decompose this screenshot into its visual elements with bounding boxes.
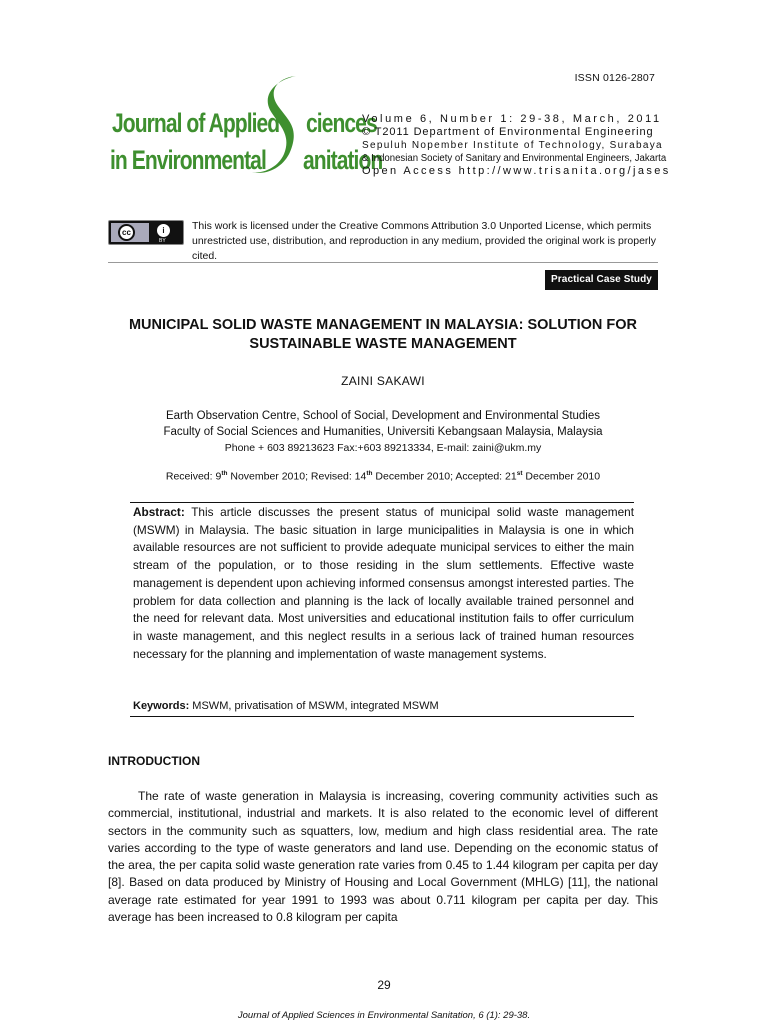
by-icon: i xyxy=(155,222,172,239)
logo-text-line2: in Environmental xyxy=(110,145,266,175)
affiliation-contact: Phone + 603 89213623 Fax:+603 89213334, E-mail: zaini@ukm.my xyxy=(224,442,542,454)
journal-copyright: © T2011 Department of Environmental Engineering xyxy=(362,126,654,138)
affiliation-line1: Earth Observation Centre, School of Social, Development and Environmental Studies xyxy=(165,410,601,422)
footer-citation: Journal of Applied Sciences in Environmental Sanitation, 6 (1): 29-38. xyxy=(237,1010,531,1021)
keywords xyxy=(133,700,633,712)
cc-by-label: BY xyxy=(159,238,166,244)
cc-icon: cc xyxy=(118,224,135,241)
logo-text-line1-end: ciences xyxy=(306,108,377,138)
issn-label: ISSN 0126-2807 xyxy=(574,72,655,84)
abstract-top-rule xyxy=(130,502,634,503)
journal-access-link[interactable]: Open Access http://www.trisanita.org/jases xyxy=(362,165,671,177)
cc-license-badge[interactable] xyxy=(108,220,184,245)
header-divider xyxy=(108,262,658,263)
logo-text-line1: Journal of Applied xyxy=(112,108,280,138)
article-type-badge: Practical Case Study xyxy=(545,270,658,290)
abstract-text: This article discusses the present status of municipal solid waste management (MSWM) in Malaysia. The basic situation in large municipalities in Malaysia is one in which available resources are not sufficient to provide adequate municipal services to either the main stream of the population, or to those residing in the slum settlements. Effective waste management is dependent upon achieving informed consensus amongst interested parties. The problem for data collection and planning is the lack of locally available trained personnel and the need for relevant data. Most universities and educational institution fails to offer curriculum in waste management, and this neglect results in a serious lack of trained human resources necessary for the planning and implementation of waste management systems. xyxy=(133,505,634,661)
abstract xyxy=(133,504,634,663)
journal-society: & Indonesian Society of Sanitary and Environmental Engineers, Jakarta xyxy=(362,153,667,164)
introduction-body xyxy=(108,788,658,926)
license-text: This work is licensed under the Creative Commons Attribution 3.0 Unported License, which permits unrestricted use, distribution, and reproduction in any medium, provided the original work is properly cited. xyxy=(192,220,656,262)
journal-info xyxy=(362,113,671,178)
affiliation-line2: Faculty of Social Sciences and Humanities, Universiti Kebangsaan Malaysia, Malaysia xyxy=(163,426,603,438)
keywords-text: MSWM, privatisation of MSWM, integrated MSWM xyxy=(189,700,439,712)
introduction-paragraph: The rate of waste generation in Malaysia is increasing, covering community activities such as commercial, institutional, industrial and markets. It is also related to the economic level of different sectors in the community such as squatters, low, medium and high class residential area. The rate varies according to the type of waste generators and land use. Depending on the economic status of the area, the per capita solid waste generation rate varies from 0.45 to 1.44 kilogram per capita per day [8]. Based on data produced by Ministry of Housing and Local Government (MHLG) [11], the national average rate estimated for year 1991 to 1993 was about 0.711 kilogram per capita per day. This average has been increased to 0.8 kilogram per capita xyxy=(108,789,658,925)
journal-institute: Sepuluh Nopember Institute of Technology, Surabaya xyxy=(362,140,663,151)
journal-logo xyxy=(108,72,383,184)
section-heading-introduction: INTRODUCTION xyxy=(108,754,200,768)
page-number: 29 xyxy=(377,978,391,992)
author-affiliation xyxy=(108,408,658,456)
keywords-label: Keywords: xyxy=(133,700,190,712)
article-title: MUNICIPAL SOLID WASTE MANAGEMENT IN MALAYSIA: SOLUTION FOR SUSTAINABLE WASTE MANAGEMENT xyxy=(128,317,638,352)
journal-volume: Volume 6, Number 1: 29-38, March, 2011 xyxy=(362,113,662,125)
article-dates: Received: 9th November 2010; Revised: 14th December 2010; Accepted: 21st December 2010 xyxy=(165,470,601,483)
abstract-label: Abstract: xyxy=(133,505,185,519)
logo-text-line2-end: anitation xyxy=(303,145,383,175)
abstract-bottom-rule xyxy=(130,716,634,717)
article-author: ZAINI SAKAWI xyxy=(341,374,425,388)
